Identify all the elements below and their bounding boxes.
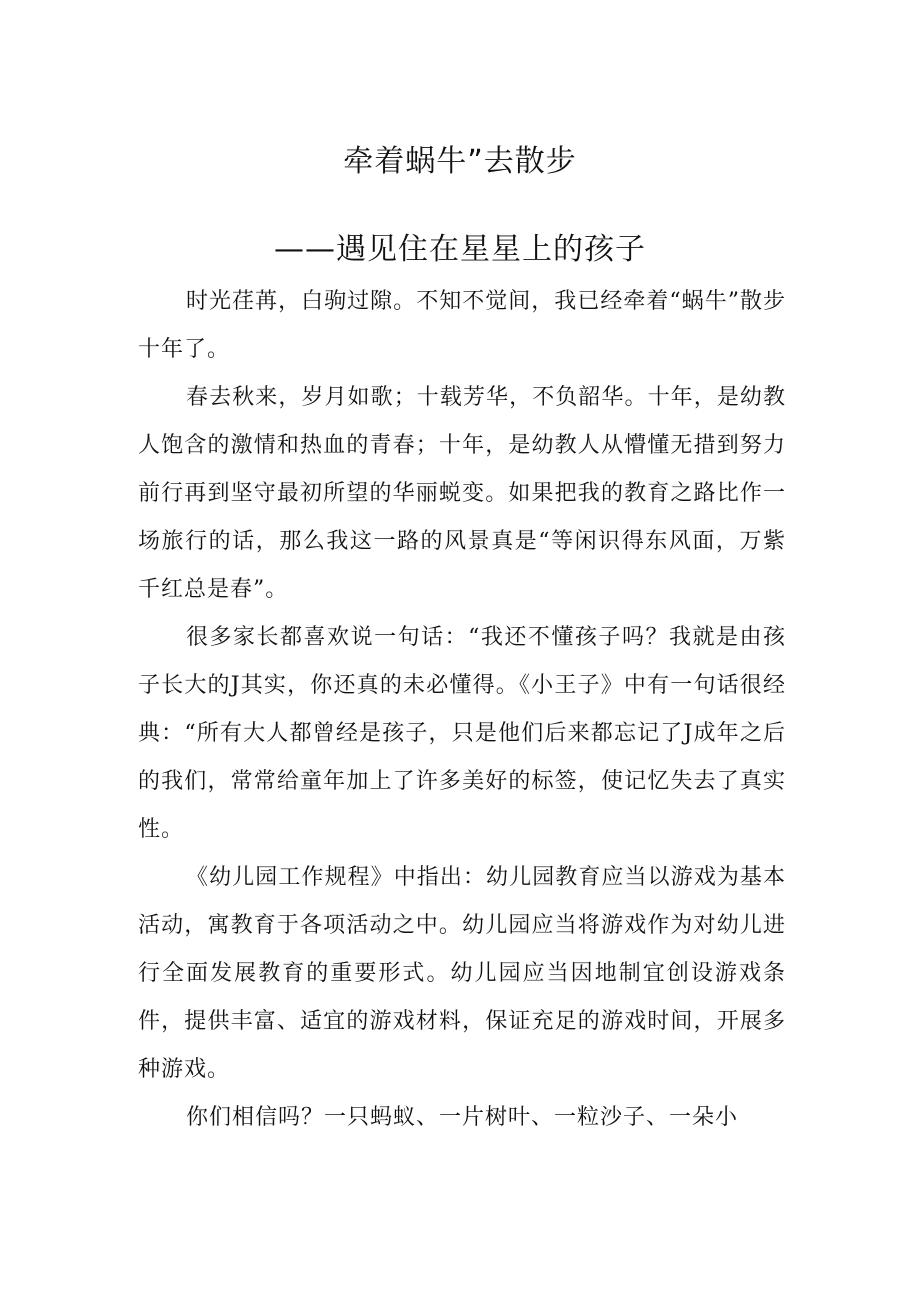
- document-title: 牵着蜗牛”去散步: [343, 144, 577, 179]
- document-body: [138, 278, 786, 1142]
- paragraph: 春去秋来，岁月如歌；十载芳华，不负韶华。十年，是幼教人饱含的激情和热血的青春；十年，是幼教人从懵懂无措到努力前行再到坚守最初所望的华丽蜕变。如果把我的教育之路比作一场旅行的话，那么我这一路的风景真是“等闲识得东风面，万紫千红总是春”。: [138, 385, 786, 602]
- paragraph: 《幼儿园工作规程》中指出：幼儿园教育应当以游戏为基本活动，寓教育于各项活动之中。幼儿园应当将游戏作为对幼儿进行全面发展教育的重要形式。幼儿园应当因地制宜创设游戏条件，提供丰富、适宜的游戏材料，保证充足的游戏时间，开展多种游戏。: [138, 865, 786, 1082]
- document-subtitle: ——遇见住在星星上的孩子: [274, 232, 646, 267]
- paragraph: 你们相信吗？一只蚂蚁、一片树叶、一粒沙子、一朵小: [186, 1105, 739, 1130]
- paragraph: 很多家长都喜欢说一句话：“我还不懂孩子吗？我就是由孩子长大的J其实，你还真的未必懂得。《小王子》中有一句话很经典：“所有大人都曾经是孩子，只是他们后来都忘记了J成年之后的我们，常常给童年加上了许多美好的标签，使记忆失去了真实性。: [138, 625, 786, 842]
- paragraph: 时光荏苒，白驹过隙。不知不觉间，我已经牵着“蜗牛”散步十年了。: [138, 289, 786, 362]
